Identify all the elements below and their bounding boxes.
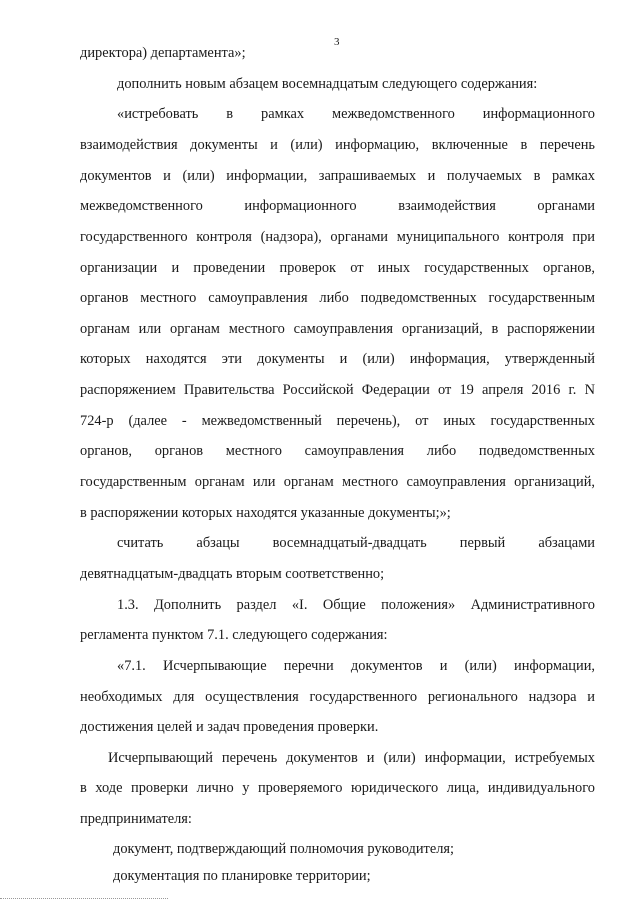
text-line: девятнадцатым-двадцать вторым соответственно; [80,566,385,582]
text-line: считать абзацы восемнадцатый-двадцать первый абзацами [117,535,595,551]
text-line: в распоряжении которых находятся указанные документы;»; [80,505,451,521]
text-line: достижения целей и задач проведения проверки. [80,719,379,735]
text-line: в ходе проверки лично у проверяемого юридического лица, индивидуального [80,780,595,796]
text-line: 724-р (далее - межведомственный перечень), от иных государственных [80,413,595,429]
text-line: документов и (или) информации, запрашиваемых и получаемых в рамках [80,168,595,184]
text-line: директора) департамента»; [80,45,246,61]
footer-rule [0,898,168,899]
text-line: органов местного самоуправления либо подведомственных государственным [80,290,595,306]
text-line: органов, органов местного самоуправления либо подведомственных [80,443,595,459]
text-line: дополнить новым абзацем восемнадцатым следующего содержания: [117,76,538,92]
text-line: предпринимателя: [80,811,192,827]
text-line: взаимодействия документы и (или) информацию, включенные в перечень [80,137,595,153]
text-line: государственного контроля (надзора), органами муниципального контроля при [80,229,595,245]
text-line: 1.3. Дополнить раздел «I. Общие положения» Административного [117,597,595,613]
text-line: Исчерпывающий перечень документов и (или) информации, истребуемых [108,750,595,766]
text-line: документ, подтверждающий полномочия руководителя; [113,841,455,857]
text-line: которых находятся эти документы и (или) информация, утвержденный [80,351,595,367]
text-line: органам или органам местного самоуправления организаций, в распоряжении [80,321,595,337]
page-number: 3 [334,36,340,48]
text-line: «7.1. Исчерпывающие перечни документов и (или) информации, [117,658,595,674]
text-line: организации и проведении проверок от иных государственных органов, [80,260,595,276]
text-line: документация по планировке территории; [113,868,371,884]
text-line: межведомственного информационного взаимодействия органами [80,198,595,214]
text-line: государственным органам или органам местного самоуправления организаций, [80,474,595,490]
text-line: «истребовать в рамках межведомственного информационного [117,106,595,122]
text-line: необходимых для осуществления государственного регионального надзора и [80,689,595,705]
text-line: регламента пунктом 7.1. следующего содержания: [80,627,388,643]
text-line: распоряжением Правительства Российской Федерации от 19 апреля 2016 г. N [80,382,595,398]
